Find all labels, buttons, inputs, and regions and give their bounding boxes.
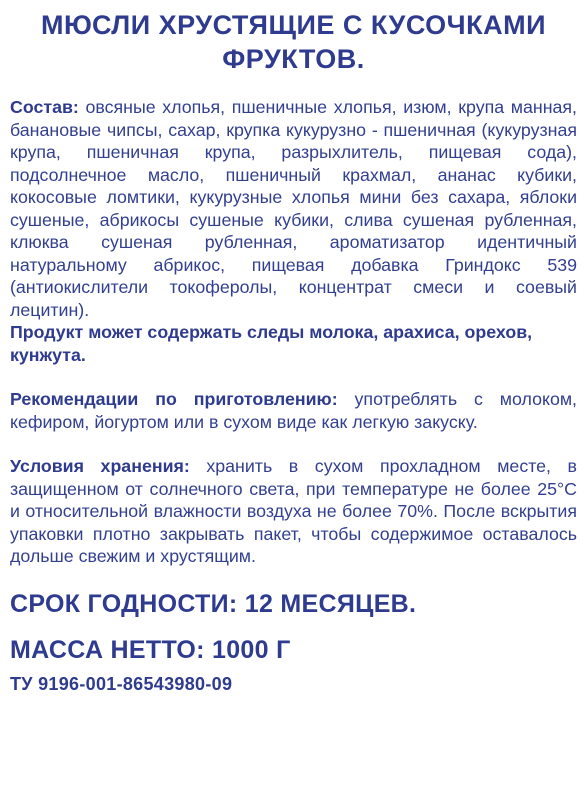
storage-paragraph xyxy=(10,455,577,568)
composition-paragraph xyxy=(10,96,577,321)
preparation-paragraph xyxy=(10,388,577,433)
product-title: МЮСЛИ ХРУСТЯЩИЕ С КУСОЧКАМИ ФРУКТОВ. xyxy=(40,10,547,74)
shelf-life: СРОК ГОДНОСТИ: 12 МЕСЯЦЕВ. xyxy=(10,589,417,618)
technical-standard: ТУ 9196-001-86543980-09 xyxy=(10,673,233,694)
allergen-warning: Продукт может содержать следы молока, арахиса, орехов, кунжута. xyxy=(10,322,533,365)
composition-label: Состав: xyxy=(10,97,79,117)
net-weight: МАССА НЕТТО: 1000 Г xyxy=(10,635,291,664)
storage-text: хранить в сухом прохладном месте, в защищенном от солнечного света, при температуре не более 25°С и относительной влажности воздуха не более 70%. После вскрытия упаковки плотно закрывать пакет, чтобы содержимое оставалось дольше свежим и хрустящим. xyxy=(10,456,577,566)
storage-label: Условия хранения: xyxy=(10,456,190,476)
preparation-label: Рекомендации по приготовлению: xyxy=(10,389,338,409)
product-label xyxy=(10,8,577,714)
composition-text: овсяные хлопья, пшеничные хлопья, изюм, крупа манная, банановые чипсы, сахар, крупка кукурузно - пшеничная (кукурузная крупа, пшеничная крупа, разрыхлитель, пищевая сода), подсолнечное масло, пшеничный крахмал, ананас кубики, кокосовые ломтики, кукурузные хлопья мини без сахара, яблоки сушеные, абрикосы сушеные кубики, слива сушеная рубленная, клюква сушеная рубленная, ароматизатор идентичный натуральному абрикос, пищевая добавка Гриндокс 539 (антиокислители токоферолы, концентрат смеси и соевый лецитин). xyxy=(10,97,577,320)
preparation-text: употреблять с молоком, кефиром, йогуртом или в сухом виде как легкую закуску. xyxy=(10,389,577,432)
section-spacer xyxy=(10,433,577,455)
